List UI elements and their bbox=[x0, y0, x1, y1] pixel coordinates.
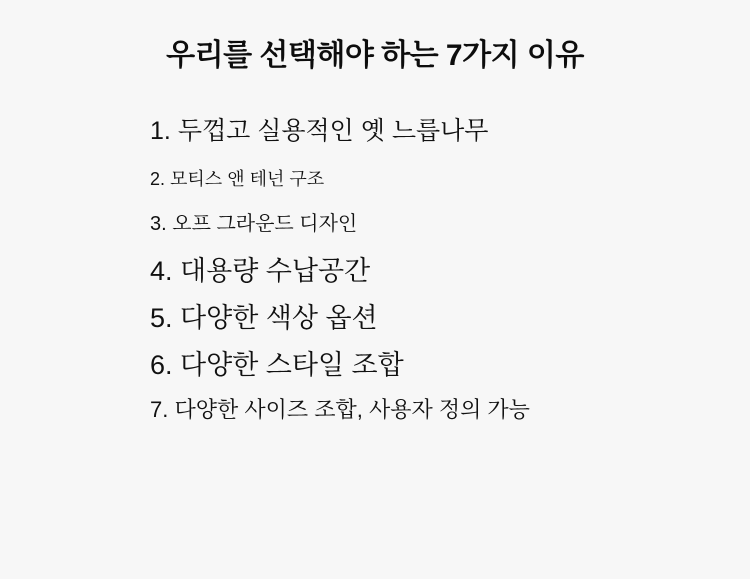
reasons-list bbox=[150, 118, 710, 423]
list-item bbox=[150, 304, 710, 334]
list-item-number: 4. bbox=[150, 256, 173, 287]
list-item-number: 7. bbox=[150, 397, 169, 423]
list-item bbox=[150, 213, 710, 235]
list-item-label: 두껍고 실용적인 옛 느릅나무 bbox=[177, 117, 489, 145]
page-title: 우리를 선택해야 하는 7가지 이유 bbox=[166, 39, 584, 72]
list-item-label: 다양한 스타일 조합 bbox=[180, 349, 404, 380]
list-item bbox=[150, 257, 710, 287]
list-item-number: 6. bbox=[150, 349, 173, 380]
list-item bbox=[150, 398, 710, 422]
list-item-label: 다양한 사이즈 조합, 사용자 정의 가능 bbox=[174, 397, 530, 423]
list-item-number: 3. bbox=[150, 213, 167, 236]
list-item-label: 오프 그라운드 디자인 bbox=[172, 213, 358, 236]
list-item-label: 모티스 앤 테넌 구조 bbox=[170, 168, 325, 189]
list-item bbox=[150, 170, 710, 190]
list-item bbox=[150, 118, 710, 146]
list-item-label: 대용량 수납공간 bbox=[180, 256, 371, 287]
list-item-number: 2. bbox=[150, 168, 166, 189]
list-item-label: 다양한 색상 옵션 bbox=[180, 302, 378, 333]
list-item-number: 5. bbox=[150, 302, 173, 333]
list-item bbox=[150, 351, 710, 381]
list-item-number: 1. bbox=[150, 117, 171, 145]
